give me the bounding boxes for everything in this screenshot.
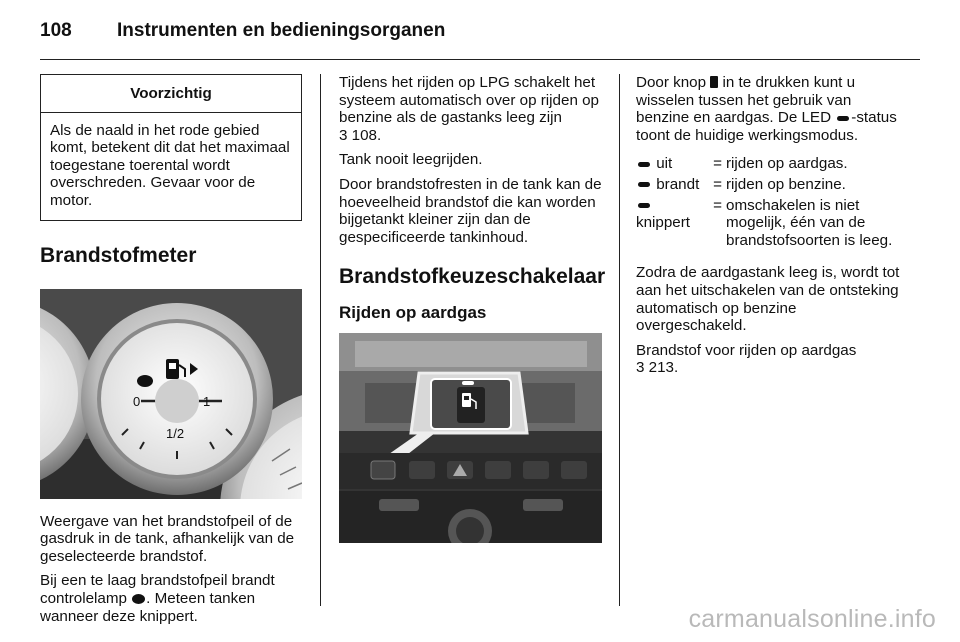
cng-reference-text: Brandstof voor rijden op aardgas (636, 341, 857, 359)
led-mode-row (636, 176, 904, 197)
led-mode-state-label: knippert (636, 214, 691, 232)
low-fuel-text (40, 572, 302, 625)
no-empty-tank-text: Tank nooit leegrijden. (339, 151, 483, 169)
led-mode-state-label: brandt (656, 175, 700, 193)
led-icon (638, 162, 650, 167)
cng-page-ref: 3 213. (636, 359, 679, 377)
cng-intro-end: -status toont de huidige werkingsmodus. (636, 109, 897, 144)
column-right (636, 74, 904, 377)
fuel-selector-heading: Brandstofkeuzeschakelaar (339, 265, 606, 289)
gauge-label-half: 1/2 (166, 425, 185, 441)
column-divider-1 (320, 74, 321, 606)
led-icon (638, 182, 650, 187)
lpg-switch-text: Tijdens het rijden op LPG schakelt het systeem automatisch over op rijden op benzine als de gastanks leeg zijn (339, 74, 600, 127)
caution-title: Voorzichtig (41, 75, 301, 113)
cng-intro-middle: in te drukken kunt u wisselen tussen het gebruik van benzine en aardgas. De LED (636, 74, 856, 127)
led-mode-meaning: omschakelen is niet mogelijk, één van de brandstofsoorten is leeg. (726, 196, 893, 249)
gauge-label-empty: 0 (133, 393, 141, 409)
fuel-gauge-heading: Brandstofmeter (40, 243, 197, 267)
natural-gas-subheading: Rijden op aardgas (339, 303, 487, 323)
header-divider (40, 59, 920, 60)
residual-fuel-text: Door brandstofresten in de tank kan de hoeveelheid brandstof die kan worden bijgetankt kleiner zijn dan de gespecificeerde tankinhoud. (339, 175, 602, 246)
led-mode-equals: = (713, 155, 722, 173)
fuel-selector-figure (339, 333, 602, 543)
low-fuel-text-end: . Meteen tanken wanneer deze knippert. (40, 589, 256, 625)
led-icon (837, 116, 849, 121)
led-mode-state-label: uit (656, 155, 673, 173)
fuel-selector-illustration (339, 333, 602, 543)
cng-intro-start: Door knop (636, 74, 711, 91)
low-fuel-text-start: Bij een te laag brandstofpeil brandt controlelamp (40, 572, 275, 607)
led-mode-table (636, 155, 904, 252)
fuel-warning-lamp-icon (132, 594, 145, 604)
caution-box (40, 74, 302, 221)
led-mode-equals: = (713, 196, 722, 214)
caution-text: Als de naald in het rode gebied komt, betekent dit dat het maximaal toegestane toerental wordt overschreden. Gevaar voor de motor. (50, 121, 290, 209)
fuel-gauge-caption: Weergave van het brandstofpeil of de gasdruk in de tank, afhankelijk van de geselecteerde brandstof. (40, 512, 295, 565)
watermark: carmanualsonline.info (688, 605, 936, 633)
fuel-gauge-illustration (40, 289, 302, 499)
led-mode-equals: = (713, 175, 722, 193)
cng-intro-text (636, 74, 904, 144)
led-mode-state (636, 155, 709, 176)
lpg-page-ref: 3 108. (339, 126, 382, 144)
led-mode-row (636, 155, 904, 176)
led-mode-state (636, 176, 709, 197)
page-header (40, 20, 920, 42)
led-mode-row (636, 197, 904, 253)
led-mode-meaning: rijden op benzine. (726, 175, 846, 193)
led-mode-meaning: rijden op aardgas. (726, 155, 848, 173)
led-icon (638, 203, 650, 208)
page-number: 108 (40, 20, 72, 41)
fuel-gauge-figure (40, 289, 302, 499)
auto-switch-text: Zodra de aardgastank leeg is, wordt tot aan het uitschakelen van de ontsteking automatisch op benzine overgeschakeld. (636, 264, 900, 335)
column-middle (339, 74, 606, 543)
column-divider-2 (619, 74, 620, 606)
chapter-title: Instrumenten en bedieningsorganen (117, 20, 446, 41)
led-mode-state (636, 197, 709, 253)
column-left (40, 74, 302, 625)
gauge-label-full: 1 (203, 393, 211, 409)
